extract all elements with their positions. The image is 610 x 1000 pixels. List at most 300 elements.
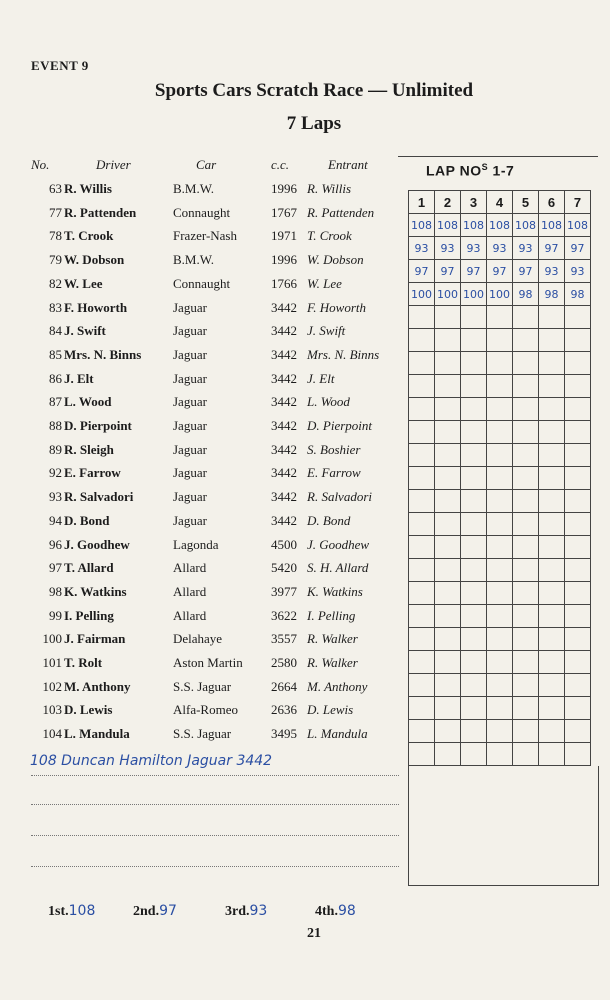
entry-car: B.M.W. — [173, 252, 215, 268]
entry-row — [0, 439, 410, 461]
entry-entrant: J. Swift — [307, 323, 346, 339]
lap-cell — [565, 605, 591, 628]
lap-cell — [539, 674, 565, 697]
lap-cell — [409, 628, 435, 651]
lap-cell — [409, 536, 435, 559]
entry-row — [0, 368, 410, 390]
entry-entrant: R. Walker — [307, 631, 358, 647]
lap-number: 4 — [487, 191, 513, 214]
result-third-label: 3rd. — [225, 904, 250, 919]
lap-cell — [487, 743, 513, 766]
lap-cell: 97 — [435, 260, 461, 283]
entry-row — [0, 723, 410, 745]
lap-position-row — [409, 697, 591, 720]
lap-cell — [539, 398, 565, 421]
lap-number: 1 — [409, 191, 435, 214]
result-first — [48, 903, 95, 920]
lap-cell — [409, 398, 435, 421]
entry-row — [0, 581, 410, 603]
entry-number: 85 — [49, 346, 62, 362]
lap-cell — [565, 559, 591, 582]
lap-cell: 93 — [409, 237, 435, 260]
lap-cell — [565, 306, 591, 329]
entry-car: B.M.W. — [173, 181, 215, 196]
lap-cell — [461, 582, 487, 605]
lap-cell — [487, 352, 513, 375]
lap-position-row — [409, 398, 591, 421]
handwritten-entry: 108 Duncan Hamilton Jaguar 3442 — [30, 753, 273, 769]
lap-cell — [409, 743, 435, 766]
lap-cell — [435, 329, 461, 352]
lap-cell: 100 — [461, 283, 487, 306]
entry-entrant: W. Lee — [307, 275, 342, 291]
entry-number: 99 — [49, 607, 62, 623]
entry-cc: 3442 — [271, 489, 297, 505]
lap-cell — [409, 444, 435, 467]
entry-driver: K. Watkins — [64, 583, 127, 599]
entry-row — [0, 676, 410, 698]
lap-cell — [409, 329, 435, 352]
entry-number: 101 — [42, 655, 62, 670]
entry-entrant: R. Walker — [307, 655, 358, 670]
entry-cc: 3442 — [271, 465, 297, 481]
entry-entrant: M. Anthony — [307, 678, 368, 694]
lap-cell — [487, 582, 513, 605]
race-laps: 7 Laps — [286, 113, 342, 134]
lap-position-row — [409, 743, 591, 766]
lap-cell — [539, 421, 565, 444]
entry-number: 93 — [49, 489, 62, 505]
lap-position-row — [409, 214, 591, 237]
entry-driver: E. Farrow — [64, 465, 121, 481]
lap-cell — [435, 467, 461, 490]
entry-driver: J. Elt — [64, 370, 94, 386]
entry-car: S.S. Jaguar — [173, 726, 232, 742]
entry-row — [0, 202, 410, 224]
lap-cell — [487, 421, 513, 444]
entry-row — [0, 297, 410, 319]
entry-cc: 5420 — [271, 560, 297, 576]
lap-position-row — [409, 237, 591, 260]
lap-cell — [435, 421, 461, 444]
lap-cell — [539, 490, 565, 513]
entry-cc: 3442 — [271, 299, 297, 315]
entry-driver: I. Pelling — [64, 607, 114, 623]
lap-cell — [461, 559, 487, 582]
entry-cc: 1996 — [271, 252, 297, 268]
lap-position-row — [409, 513, 591, 536]
lap-cell: 93 — [513, 237, 539, 260]
entry-cc: 2664 — [271, 678, 297, 694]
lap-cell — [487, 513, 513, 536]
lap-cell: 93 — [539, 260, 565, 283]
entry-car: Jaguar — [173, 346, 207, 362]
lap-cell — [487, 398, 513, 421]
lap-cell — [435, 651, 461, 674]
lap-cell — [461, 352, 487, 375]
entry-number: 102 — [42, 678, 62, 694]
lap-cell — [513, 743, 539, 766]
lap-cell — [487, 559, 513, 582]
lap-cell — [435, 628, 461, 651]
lap-cell — [487, 329, 513, 352]
header-car: Car — [196, 157, 217, 172]
lap-position-row — [409, 605, 591, 628]
entry-car: Connaught — [173, 275, 231, 291]
entry-cc: 1996 — [271, 181, 297, 196]
lap-cell: 98 — [513, 283, 539, 306]
entry-car: Allard — [173, 583, 207, 599]
lap-cell — [539, 743, 565, 766]
lap-cell — [487, 490, 513, 513]
entry-cc: 3977 — [271, 583, 297, 599]
lap-cell — [513, 674, 539, 697]
lap-position-row — [409, 467, 591, 490]
entry-number: 104 — [42, 726, 62, 742]
lap-position-row — [409, 628, 591, 651]
entry-number: 86 — [49, 370, 62, 386]
entry-driver: D. Pierpoint — [64, 418, 132, 433]
event-number: EVENT 9 — [31, 58, 89, 73]
lap-position-row — [409, 720, 591, 743]
lap-cell — [565, 743, 591, 766]
lap-cell — [565, 513, 591, 536]
lap-cell — [487, 697, 513, 720]
entry-entrant: K. Watkins — [307, 583, 363, 599]
lap-cell — [513, 467, 539, 490]
lap-cell — [435, 352, 461, 375]
entry-car: Jaguar — [173, 512, 207, 528]
entry-driver: T. Crook — [64, 228, 114, 244]
blank-line — [31, 775, 399, 776]
entry-row — [0, 391, 410, 413]
lap-cell: 108 — [435, 214, 461, 237]
entry-entrant: T. Crook — [307, 228, 352, 244]
lap-cell: 93 — [487, 237, 513, 260]
lap-cell: 108 — [539, 214, 565, 237]
lap-cell — [409, 651, 435, 674]
header-driver: Driver — [96, 157, 131, 172]
lap-cell — [435, 674, 461, 697]
lap-cell: 93 — [565, 260, 591, 283]
entry-row — [0, 249, 410, 271]
lap-cell — [461, 628, 487, 651]
entry-cc: 3442 — [271, 346, 297, 362]
entry-driver: D. Bond — [64, 512, 110, 528]
lap-cell — [539, 444, 565, 467]
entry-driver: R. Sleigh — [64, 441, 114, 457]
result-second — [133, 903, 177, 920]
lap-position-row — [409, 421, 591, 444]
lap-cell — [461, 513, 487, 536]
lap-cell — [461, 444, 487, 467]
lap-cell — [435, 582, 461, 605]
lap-cell: 100 — [435, 283, 461, 306]
lap-cell — [539, 467, 565, 490]
header-cc: c.c. — [271, 157, 290, 172]
entry-entrant: S. Boshier — [307, 441, 361, 457]
entry-row — [0, 534, 410, 556]
lap-cell — [461, 306, 487, 329]
lap-cell — [409, 697, 435, 720]
lap-position-row — [409, 674, 591, 697]
lap-cell — [513, 306, 539, 329]
lap-cell — [539, 375, 565, 398]
lap-cell — [565, 352, 591, 375]
lap-cell — [565, 421, 591, 444]
lap-cell — [513, 329, 539, 352]
entry-cc: 1766 — [271, 275, 297, 291]
entry-number: 89 — [49, 441, 62, 457]
lap-position-row — [409, 559, 591, 582]
lap-cell: 108 — [461, 214, 487, 237]
lap-cell: 93 — [461, 237, 487, 260]
entry-row — [0, 320, 410, 342]
entry-row — [0, 178, 410, 200]
lap-cell — [461, 329, 487, 352]
lap-cell: 97 — [487, 260, 513, 283]
entry-number: 96 — [49, 536, 62, 552]
lap-cell: 108 — [409, 214, 435, 237]
result-third-value: 93 — [249, 903, 268, 919]
entry-driver: R. Pattenden — [64, 204, 137, 220]
lap-number: 2 — [435, 191, 461, 214]
entry-driver: W. Dobson — [64, 252, 125, 268]
entry-number: 78 — [49, 228, 62, 244]
lap-cell — [539, 582, 565, 605]
entry-number: 88 — [49, 418, 62, 433]
entry-row — [0, 273, 410, 295]
lap-cell — [435, 490, 461, 513]
lap-cell — [539, 651, 565, 674]
lap-panel-heading — [426, 162, 514, 179]
entry-entrant: R. Salvadori — [307, 489, 372, 505]
lap-cell — [461, 536, 487, 559]
entry-entrant: S. H. Allard — [307, 560, 369, 576]
entry-entrant: L. Mandula — [307, 726, 368, 742]
lap-cell — [565, 674, 591, 697]
page-number: 21 — [307, 926, 321, 941]
lap-cell — [487, 605, 513, 628]
entry-car: Jaguar — [173, 418, 207, 433]
lap-cell — [565, 651, 591, 674]
result-first-label: 1st. — [48, 904, 69, 919]
lap-cell: 97 — [409, 260, 435, 283]
lap-cell — [487, 720, 513, 743]
entry-car: Allard — [173, 560, 207, 576]
entry-driver: J. Fairman — [64, 631, 126, 647]
lap-cell: 97 — [461, 260, 487, 283]
blank-line — [31, 835, 399, 836]
entry-driver: M. Anthony — [64, 678, 131, 694]
entry-entrant: E. Farrow — [307, 465, 361, 481]
entry-driver: W. Lee — [64, 275, 103, 291]
entry-number: 83 — [49, 299, 62, 315]
entry-row — [0, 699, 410, 721]
lap-cell — [461, 490, 487, 513]
lap-cell — [565, 582, 591, 605]
lap-cell — [435, 375, 461, 398]
lap-cell — [435, 697, 461, 720]
lap-cell — [461, 697, 487, 720]
entry-cc: 2580 — [271, 655, 297, 670]
lap-cell — [435, 559, 461, 582]
lap-cell — [539, 697, 565, 720]
lap-cell — [409, 352, 435, 375]
lap-cell — [409, 375, 435, 398]
lap-cell — [461, 651, 487, 674]
lap-cell — [487, 306, 513, 329]
lap-cell — [409, 513, 435, 536]
lap-cell — [565, 720, 591, 743]
lap-cell: 108 — [565, 214, 591, 237]
entry-number: 87 — [49, 394, 62, 410]
lap-cell — [487, 467, 513, 490]
entry-car: S.S. Jaguar — [173, 678, 232, 694]
lap-cell — [461, 720, 487, 743]
entry-driver: J. Goodhew — [64, 536, 130, 552]
entry-car: Jaguar — [173, 489, 207, 505]
entry-car: Connaught — [173, 204, 231, 220]
lap-cell — [435, 536, 461, 559]
entry-driver: F. Howorth — [64, 299, 128, 315]
lap-cell — [513, 582, 539, 605]
entry-entrant: D. Lewis — [307, 702, 354, 718]
entry-row — [0, 344, 410, 366]
lap-cell — [513, 513, 539, 536]
entry-cc: 3442 — [271, 370, 297, 386]
lap-cell — [461, 467, 487, 490]
entry-entrant: I. Pelling — [307, 607, 356, 623]
entry-cc: 3622 — [271, 607, 297, 623]
entry-row — [0, 510, 410, 532]
lap-cell — [435, 605, 461, 628]
entry-driver: T. Rolt — [64, 655, 103, 670]
lap-cell — [487, 674, 513, 697]
entry-number: 63 — [49, 181, 62, 196]
lap-number: 6 — [539, 191, 565, 214]
blank-line — [31, 804, 399, 805]
lap-panel-frame — [408, 766, 599, 886]
result-second-value: 97 — [159, 903, 177, 919]
lap-heading-sup: S — [481, 162, 489, 172]
lap-cell — [513, 536, 539, 559]
entry-number: 82 — [49, 275, 62, 291]
lap-cell: 100 — [409, 283, 435, 306]
entry-entrant: J. Elt — [307, 370, 335, 386]
lap-number: 3 — [461, 191, 487, 214]
lap-cell — [409, 467, 435, 490]
entry-car: Jaguar — [173, 323, 207, 339]
lap-cell: 93 — [435, 237, 461, 260]
lap-cell: 98 — [565, 283, 591, 306]
entry-row — [0, 605, 410, 627]
race-title: Sports Cars Scratch Race — Unlimited — [154, 80, 474, 101]
entry-entrant: R. Pattenden — [307, 204, 375, 220]
lap-cell: 97 — [539, 237, 565, 260]
entry-driver: T. Allard — [64, 560, 114, 576]
lap-cell — [461, 398, 487, 421]
lap-panel-rule — [398, 156, 598, 157]
lap-number-row — [409, 191, 591, 214]
entry-number: 97 — [49, 560, 62, 576]
entry-car: Allard — [173, 607, 207, 623]
entry-driver: L. Mandula — [64, 726, 130, 742]
entry-car: Alfa-Romeo — [173, 702, 238, 718]
lap-cell — [409, 559, 435, 582]
lap-position-row — [409, 651, 591, 674]
entry-row — [0, 225, 410, 247]
entry-cc: 3442 — [271, 418, 297, 433]
entry-entrant: W. Dobson — [307, 252, 364, 268]
lap-position-row — [409, 352, 591, 375]
lap-cell — [539, 605, 565, 628]
lap-cell — [513, 651, 539, 674]
lap-position-row — [409, 283, 591, 306]
entry-number: 92 — [49, 465, 62, 481]
lap-cell: 108 — [513, 214, 539, 237]
lap-position-row — [409, 490, 591, 513]
lap-chart-grid — [408, 190, 591, 766]
lap-cell — [461, 605, 487, 628]
entry-entrant: L. Wood — [307, 394, 350, 410]
lap-cell — [409, 720, 435, 743]
lap-cell — [513, 697, 539, 720]
entry-cc: 3442 — [271, 323, 297, 339]
lap-cell — [409, 582, 435, 605]
lap-cell — [487, 536, 513, 559]
lap-cell — [461, 375, 487, 398]
lap-cell — [565, 467, 591, 490]
entry-driver: D. Lewis — [64, 702, 113, 718]
lap-cell: 108 — [487, 214, 513, 237]
lap-position-row — [409, 306, 591, 329]
lap-cell — [409, 421, 435, 444]
lap-position-row — [409, 444, 591, 467]
lap-cell — [539, 720, 565, 743]
lap-cell — [487, 628, 513, 651]
entry-car: Jaguar — [173, 370, 207, 386]
lap-cell — [565, 697, 591, 720]
lap-cell — [513, 421, 539, 444]
result-first-value: 108 — [68, 903, 96, 919]
entry-cc: 3557 — [271, 631, 297, 647]
lap-cell — [487, 375, 513, 398]
lap-cell — [513, 490, 539, 513]
lap-cell — [539, 329, 565, 352]
lap-cell — [461, 743, 487, 766]
entry-row — [0, 486, 410, 508]
lap-position-row — [409, 375, 591, 398]
entry-entrant: R. Willis — [307, 181, 352, 196]
lap-cell — [409, 306, 435, 329]
entry-cc: 1971 — [271, 228, 297, 244]
entry-number: 79 — [49, 252, 62, 268]
entry-number: 103 — [42, 702, 62, 718]
entry-cc: 3495 — [271, 726, 297, 742]
entry-number: 94 — [49, 512, 62, 528]
lap-number: 5 — [513, 191, 539, 214]
lap-number: 7 — [565, 191, 591, 214]
entry-row — [0, 652, 410, 674]
entry-car: Jaguar — [173, 394, 207, 410]
lap-cell — [539, 536, 565, 559]
lap-cell — [409, 605, 435, 628]
entry-car: Frazer-Nash — [173, 228, 237, 244]
lap-cell — [565, 329, 591, 352]
entry-cc: 4500 — [271, 536, 297, 552]
lap-position-row — [409, 536, 591, 559]
